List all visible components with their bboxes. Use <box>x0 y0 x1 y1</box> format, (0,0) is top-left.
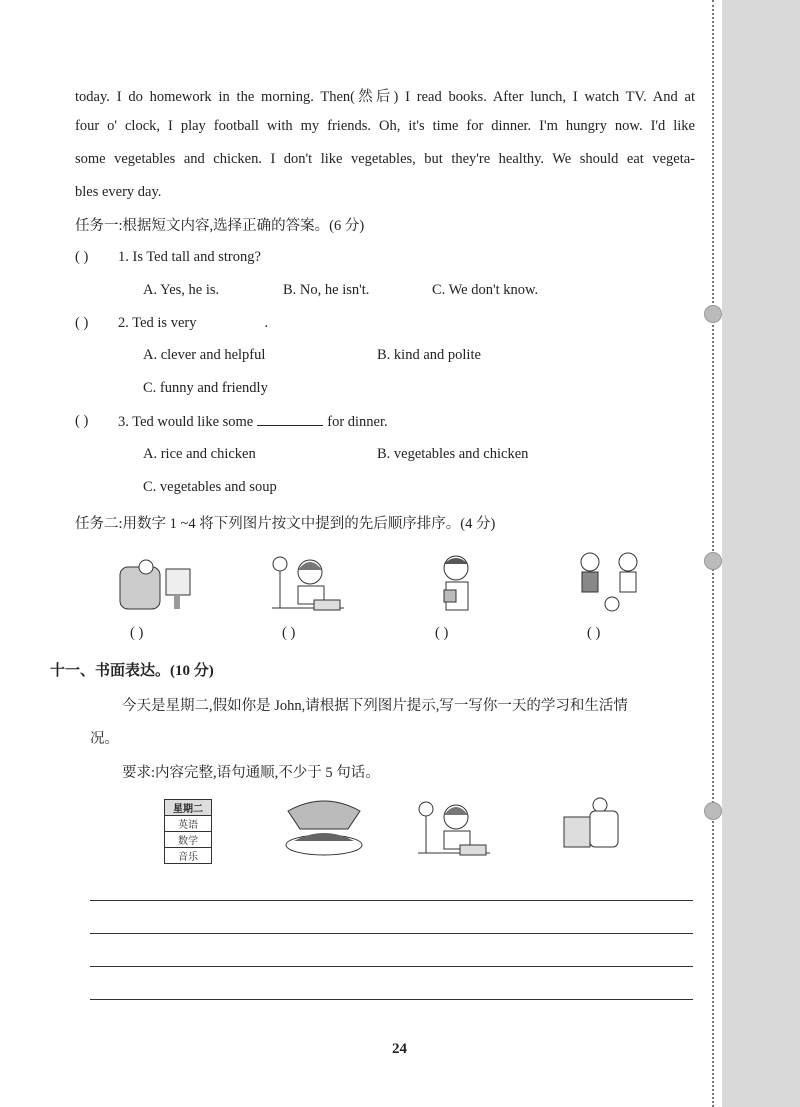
watching-tv-picture <box>560 795 622 859</box>
order-paren[interactable]: ( ) <box>587 625 601 641</box>
binding-mark <box>704 802 722 820</box>
task1-title: 任务一:根据短文内容,选择正确的答案。(6 分) <box>75 218 365 234</box>
writing-line[interactable] <box>90 999 693 1000</box>
question-stem <box>118 413 388 431</box>
homework-picture <box>414 795 494 861</box>
doing-homework-picture <box>268 550 348 616</box>
stem-end: for dinner. <box>327 414 388 430</box>
stem-text: 3. Ted would like some <box>118 414 254 430</box>
passage-line: bles every day. <box>75 184 162 200</box>
option: C. We don't know. <box>432 282 539 298</box>
task2-title: 任务二:用数字 1 ~4 将下列图片按文中提到的先后顺序排序。(4 分) <box>75 516 496 532</box>
watching-tv-picture <box>116 553 196 615</box>
writing-prompt: 今天是星期二,假如你是 John,请根据下列图片提示,写一写你一天的学习和生活情 <box>122 698 628 714</box>
stem-end: . <box>264 315 269 331</box>
writing-line[interactable] <box>90 966 693 967</box>
schedule-table <box>164 799 212 864</box>
option: A. Yes, he is. <box>143 282 220 298</box>
question-stem: 1. Is Ted tall and strong? <box>118 249 261 265</box>
option: B. kind and polite <box>377 347 481 363</box>
meal-picture <box>282 795 366 859</box>
writing-requirement: 要求:内容完整,语句通顺,不少于 5 句话。 <box>122 765 380 781</box>
fill-blank[interactable] <box>257 413 323 426</box>
schedule-day: 星期二 <box>165 800 212 816</box>
option: A. rice and chicken <box>143 446 256 462</box>
schedule-subject: 数学 <box>165 832 212 848</box>
question-stem <box>118 315 268 332</box>
answer-paren[interactable]: ( ) <box>75 249 89 265</box>
option: A. clever and helpful <box>143 347 266 363</box>
schedule-subject: 英语 <box>165 816 212 832</box>
option: C. vegetables and soup <box>143 479 277 495</box>
order-paren[interactable]: ( ) <box>435 625 449 641</box>
binding-mark <box>704 305 722 323</box>
section-11-title: 十一、书面表达。(10 分) <box>50 663 214 679</box>
writing-prompt: 况。 <box>90 731 119 747</box>
answer-paren[interactable]: ( ) <box>75 413 89 429</box>
option: C. funny and friendly <box>143 380 268 396</box>
page-number: 24 <box>392 1041 407 1057</box>
order-paren[interactable]: ( ) <box>282 625 296 641</box>
passage-line: today. I do homework in the morning. Then(然后) I read books. After lunch, I watch TV. And at <box>75 89 695 105</box>
writing-line[interactable] <box>90 933 693 934</box>
page-side-margin <box>722 0 800 1107</box>
answer-paren[interactable]: ( ) <box>75 315 89 331</box>
order-paren[interactable]: ( ) <box>130 625 144 641</box>
writing-line[interactable] <box>90 900 693 901</box>
schedule-subject: 音乐 <box>165 848 212 864</box>
option: B. No, he isn't. <box>283 282 370 298</box>
reading-book-picture <box>432 552 482 616</box>
passage-line: some vegetables and chicken. I don't like vegetables, but they're healthy. We should eat vegeta- <box>75 151 695 167</box>
option: B. vegetables and chicken <box>377 446 529 462</box>
playing-football-picture <box>570 548 656 614</box>
passage-line: four o' clock, I play football with my friends. Oh, it's time for dinner. I'm hungry now. I'd like <box>75 118 695 134</box>
binding-mark <box>704 552 722 570</box>
stem-text: 2. Ted is very <box>118 315 197 331</box>
